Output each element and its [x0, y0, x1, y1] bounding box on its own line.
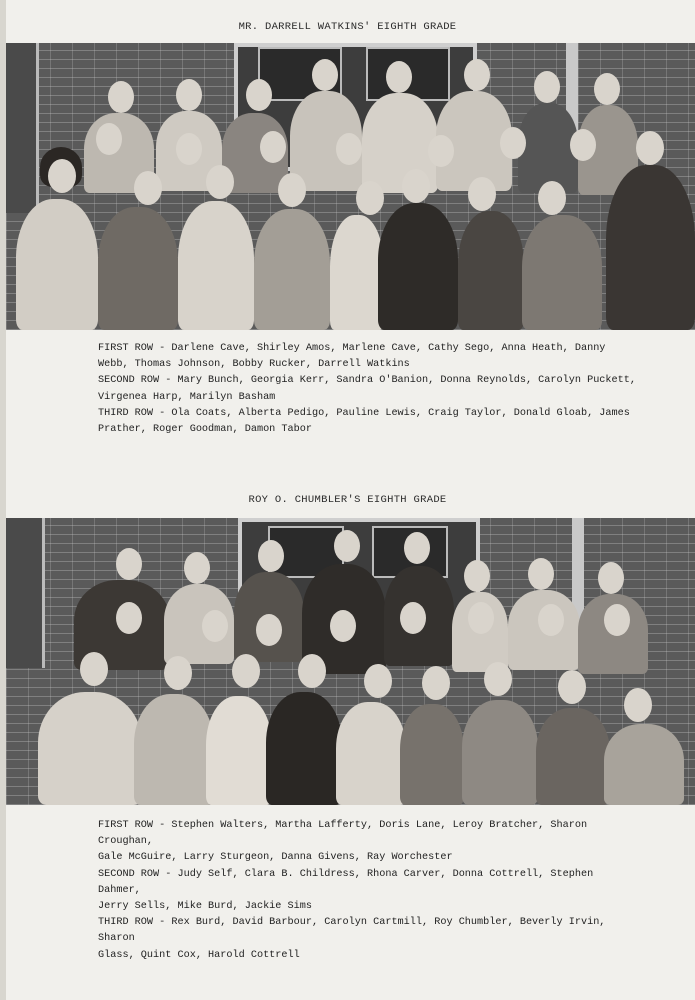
- caption-line: THIRD ROW - Ola Coats, Alberta Pedigo, Pauline Lewis, Craig Taylor, Donald Gloab, James: [98, 407, 630, 419]
- caption-line: SECOND ROW - Mary Bunch, Georgia Kerr, Sandra O'Banion, Donna Reynolds, Carolyn Puckett,: [98, 375, 636, 387]
- class-heading-chumbler: ROY O. CHUMBLER'S EIGHTH GRADE: [248, 494, 447, 506]
- class-heading-watkins: MR. DARRELL WATKINS' EIGHTH GRADE: [238, 21, 457, 33]
- caption-watkins: [98, 341, 638, 438]
- caption-line: FIRST ROW - Darlene Cave, Shirley Amos, Marlene Cave, Cathy Sego, Anna Heath, Danny: [98, 343, 606, 354]
- caption-line: THIRD ROW - Rex Burd, David Barbour, Carolyn Cartmill, Roy Chumbler, Beverly Irvin, Sharon: [98, 917, 606, 945]
- caption-line: Webb, Thomas Johnson, Bobby Rucker, Darrell Watkins: [98, 359, 410, 371]
- caption-line: Virgenea Harp, Marilyn Basham: [98, 391, 276, 403]
- caption-line: Prather, Roger Goodman, Damon Tabor: [98, 424, 312, 436]
- caption-chumbler: [98, 818, 638, 964]
- caption-line: Jerry Sells, Mike Burd, Jackie Sims: [98, 901, 312, 913]
- class-photo-chumbler: [6, 518, 695, 805]
- caption-line: FIRST ROW - Stephen Walters, Martha Lafferty, Doris Lane, Leroy Bratcher, Sharon Croughan,: [98, 820, 588, 848]
- caption-line: Gale McGuire, Larry Sturgeon, Danna Givens, Ray Worchester: [98, 852, 453, 864]
- caption-line: SECOND ROW - Judy Self, Clara B. Childress, Rhona Carver, Donna Cottrell, Stephen Dahmer,: [98, 868, 594, 896]
- caption-line: Glass, Quint Cox, Harold Cottrell: [98, 949, 300, 961]
- class-photo-watkins: [6, 43, 695, 330]
